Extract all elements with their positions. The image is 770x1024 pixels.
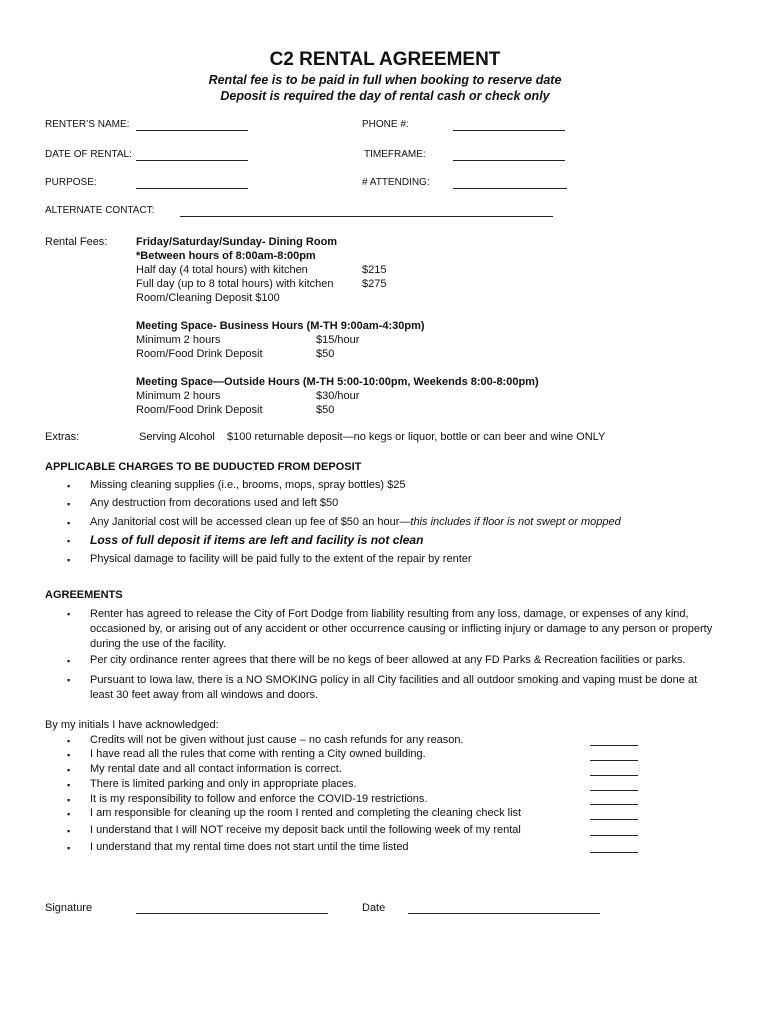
purpose-field[interactable] [136,188,248,189]
extras-item: Serving Alcohol [139,431,215,443]
date-label: Date [362,902,386,914]
initials-field[interactable] [590,835,638,836]
initials-field[interactable] [590,790,638,791]
timeframe-field[interactable] [453,160,565,161]
bullet-icon: ▪ [67,536,71,546]
initials-field[interactable] [590,760,638,761]
outside-deposit: Room/Food Drink Deposit [136,404,263,416]
janitorial-note: this includes if floor is not swept or mopped [410,516,621,528]
charges-heading: APPLICABLE CHARGES TO BE DUDUCTED FROM DEPOSIT [45,461,362,473]
rental-fees-label: Rental Fees: [45,236,108,248]
alternate-contact-field[interactable] [180,216,553,217]
subtitle-payment: Rental fee is to be paid in full when booking to reserve date [208,73,562,87]
bullet-icon: ▪ [67,736,71,746]
phone-field[interactable] [453,130,565,131]
charge-item: Any destruction from decorations used and left $50 [90,497,339,509]
acknowledge-item: I understand that I will NOT receive my deposit back until the following week of my rental [90,824,521,836]
bullet-icon: ▪ [67,765,71,775]
subtitle-deposit: Deposit is required the day of rental cash or check only [220,89,550,103]
alternate-contact-label: ALTERNATE CONTACT: [45,205,155,216]
attending-field[interactable] [453,188,567,189]
bullet-icon: ▪ [67,499,71,509]
bullet-icon: ▪ [67,656,71,666]
full-day-price: $275 [362,278,387,290]
charge-item: Physical damage to facility will be paid fully to the extent of the repair by renter [90,553,472,565]
acknowledge-item: There is limited parking and only in appropriate places. [90,778,357,790]
business-deposit-price: $50 [316,348,335,360]
date-of-rental-label: DATE OF RENTAL: [45,149,132,160]
bullet-icon: ▪ [67,481,71,491]
timeframe-label: TIMEFRAME: [364,149,426,160]
initials-field[interactable] [590,819,638,820]
dining-deposit: Room/Cleaning Deposit $100 [136,292,280,304]
page-title: C2 RENTAL AGREEMENT [269,49,501,70]
bullet-icon: ▪ [67,675,71,685]
bullet-icon: ▪ [67,609,71,619]
acknowledged-intro: By my initials I have acknowledged: [45,719,219,731]
business-minimum-price: $15/hour [316,334,360,346]
purpose-label: PURPOSE: [45,177,97,188]
bullet-icon: ▪ [67,809,71,819]
charge-item: Missing cleaning supplies (i.e., brooms, mops, spray bottles) $25 [90,479,406,491]
agreements-heading: AGREEMENTS [45,589,123,601]
charge-item [90,516,621,528]
charge-item: Loss of full deposit if items are left and facility is not clean [90,533,424,547]
dining-hours: *Between hours of 8:00am-8:00pm [136,250,316,262]
dining-heading: Friday/Saturday/Sunday- Dining Room [136,236,338,248]
bullet-icon: ▪ [67,780,71,790]
business-minimum: Minimum 2 hours [136,334,221,346]
outside-minimum-price: $30/hour [316,390,360,402]
extras-label: Extras: [45,431,80,443]
date-field[interactable] [408,913,600,914]
agreement-item: Pursuant to Iowa law, there is a NO SMOKING policy in all City facilities and all outdoor smoking and vaping must be done at least 30 feet away from all windows and doors. [90,674,698,701]
full-day-label: Full day (up to 8 total hours) with kitchen [136,278,334,290]
renter-name-label: RENTER’S NAME: [45,119,130,130]
acknowledge-item: Credits will not be given without just cause – no cash refunds for any reason. [90,734,464,746]
outside-minimum: Minimum 2 hours [136,390,221,402]
signature-label: Signature [45,902,93,914]
initials-field[interactable] [590,775,638,776]
phone-label: PHONE #: [362,119,409,130]
bullet-icon: ▪ [67,795,71,805]
initials-field[interactable] [590,745,638,746]
extras-text: $100 returnable deposit—no kegs or liquor, bottle or can beer and wine ONLY [227,431,606,443]
janitorial-text: Any Janitorial cost will be accessed clean up fee of $50 an hour— [90,516,411,528]
outside-deposit-price: $50 [316,404,335,416]
agreement-item: Per city ordinance renter agrees that there will be no kegs of beer allowed at any FD Parks & Recreation facilities or parks. [90,654,686,666]
renter-name-field[interactable] [136,130,248,131]
agreement-item: Renter has agreed to release the City of Fort Dodge from liability resulting from any loss, damage, or expenses of any kind, occasioned by, or arising out of any accident or other occurrence causing or inflicting injury or damage to any person or property during the use of the facility. [90,608,713,650]
bullet-icon: ▪ [67,750,71,760]
half-day-price: $215 [362,264,387,276]
bullet-icon: ▪ [67,843,71,853]
acknowledge-item: I have read all the rules that come with renting a City owned building. [90,748,426,760]
bullet-icon: ▪ [67,826,71,836]
acknowledge-item: It is my responsibility to follow and enforce the COVID-19 restrictions. [90,793,428,805]
attending-label: # ATTENDING: [362,177,430,188]
initials-field[interactable] [590,852,638,853]
acknowledge-item: I am responsible for cleaning up the room I rented and completing the cleaning check list [90,807,522,819]
bullet-icon: ▪ [67,518,71,528]
outside-heading: Meeting Space—Outside Hours (M-TH 5:00-10:00pm, Weekends 8:00-8:00pm) [136,376,539,388]
acknowledge-item: I understand that my rental time does not start until the time listed [90,841,409,853]
initials-field[interactable] [590,804,638,805]
business-heading: Meeting Space- Business Hours (M-TH 9:00am-4:30pm) [136,320,425,332]
bullet-icon: ▪ [67,555,71,565]
half-day-label: Half day (4 total hours) with kitchen [136,264,308,276]
business-deposit: Room/Food Drink Deposit [136,348,263,360]
date-of-rental-field[interactable] [136,160,248,161]
acknowledge-item: My rental date and all contact information is correct. [90,763,342,775]
signature-field[interactable] [136,913,328,914]
